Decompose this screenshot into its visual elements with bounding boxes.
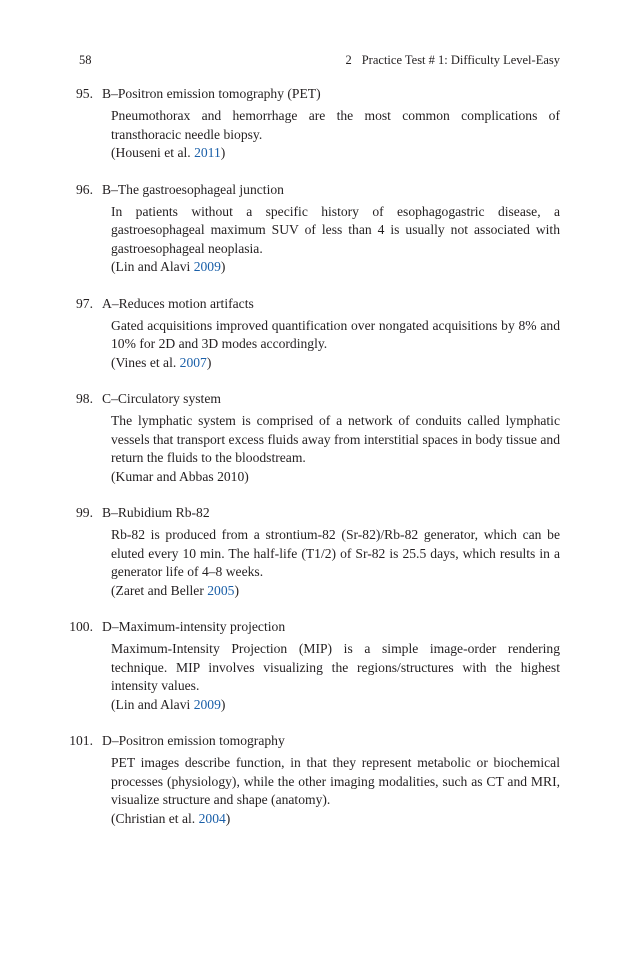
answer-explanation: Pneumothorax and hemorrhage are the most common complications of transthoracic needle biopsy. — [111, 108, 560, 142]
answer-body — [111, 107, 560, 163]
answer-body — [111, 317, 560, 373]
citation — [111, 144, 560, 163]
chapter-number: 2 — [345, 53, 352, 67]
answer-body — [111, 640, 560, 714]
citation-year-link[interactable]: 2009 — [193, 259, 221, 274]
answer-choice: C–Circulatory system — [102, 391, 221, 406]
citation-authors: (Christian et al. — [111, 810, 199, 826]
answer-number: 96. — [76, 181, 93, 197]
citation-authors: (Houseni et al. — [111, 145, 195, 160]
answer-item — [65, 390, 560, 486]
citation-authors: (Lin and Alavi — [111, 696, 194, 712]
citation-year-link[interactable]: 2004 — [198, 810, 226, 826]
answer-explanation: PET images describe function, in that they represent metabolic or biochemical processes (physiology), while the other imaging modalities, such as CT and MRI, visualize structure and shape (anatomy). — [111, 755, 560, 807]
citation — [111, 582, 560, 601]
answer-list — [65, 85, 560, 846]
answer-explanation: Gated acquisitions improved quantification over nongated acquisitions by 8% and 10% for 2D and 3D modes accordingly. — [111, 317, 560, 351]
answer-item — [65, 85, 560, 163]
answer-choice: B–Rubidium Rb-82 — [102, 505, 210, 520]
answer-choice: B–The gastroesophageal junction — [102, 181, 284, 197]
page-header — [79, 51, 560, 69]
page-number: 58 — [79, 53, 92, 67]
citation-close: ) — [234, 582, 239, 598]
citation-close: ) — [206, 354, 212, 370]
answer-item — [65, 732, 560, 828]
answer-body — [111, 412, 560, 486]
citation-year-link[interactable]: 2009 — [193, 696, 221, 712]
citation-close: ) — [220, 696, 226, 712]
answer-body — [111, 754, 560, 828]
answer-number: 99. — [76, 505, 93, 520]
answer-explanation: In patients without a specific history of esophagogastric disease, a gastroesophageal maximum SUV of less than 4 is usually not associated with gastroesophageal neoplasia. — [111, 203, 560, 256]
answer-item — [65, 618, 560, 714]
citation-authors: (Vines et al. — [111, 354, 180, 370]
answer-item — [65, 295, 560, 373]
running-head — [345, 51, 560, 69]
answer-explanation: Rb-82 is produced from a strontium-82 (Sr-82)/Rb-82 generator, which can be eluted every 10 min. The half-life (T1/2) of Sr-82 is 25.5 days, which results in a generator life of 4–8 weeks. — [111, 527, 560, 579]
citation-authors: (Zaret and Beller — [111, 582, 208, 598]
answer-choice: D–Maximum-intensity projection — [102, 619, 286, 634]
answer-number: 95. — [76, 86, 93, 101]
citation — [111, 696, 560, 715]
citation-year-link[interactable]: 2007 — [179, 354, 207, 370]
answer-number: 97. — [76, 295, 93, 311]
citation — [111, 354, 560, 373]
answer-explanation: Maximum-Intensity Projection (MIP) is a simple image-order rendering technique. MIP involves visualizing the regions/structures with the highest intensity values. — [111, 641, 560, 693]
answer-heading — [65, 504, 560, 522]
answer-heading — [65, 295, 560, 313]
citation-authors: (Lin and Alavi — [111, 259, 194, 274]
answer-body — [111, 203, 560, 277]
answer-item — [65, 181, 560, 277]
citation-close: ) — [220, 145, 226, 160]
chapter-title: Practice Test # 1: Difficulty Level-Easy — [361, 53, 560, 67]
answer-body — [111, 526, 560, 600]
answer-item — [65, 504, 560, 600]
citation-year-link[interactable]: 2011 — [194, 145, 221, 160]
answer-heading — [65, 732, 560, 750]
citation-year-link[interactable]: 2005 — [207, 582, 235, 598]
answer-heading — [65, 618, 560, 636]
citation-authors: (Kumar and Abbas 2010) — [111, 468, 249, 484]
answer-number: 98. — [76, 391, 93, 406]
answer-heading — [65, 85, 560, 103]
answer-explanation: The lymphatic system is comprised of a network of conduits called lymphatic vessels that transport excess fluids away from interstitial spaces in body tissue and return the fluids to the bloodstream. — [111, 413, 560, 465]
citation-close: ) — [220, 259, 226, 274]
answer-heading — [65, 181, 560, 199]
answer-number: 100. — [69, 619, 93, 634]
answer-choice: D–Positron emission tomography — [102, 733, 285, 748]
answer-number: 101. — [69, 733, 93, 748]
answer-heading — [65, 390, 560, 408]
citation-close: ) — [225, 810, 231, 826]
answer-choice: A–Reduces motion artifacts — [102, 295, 254, 311]
citation — [111, 258, 560, 277]
citation — [111, 468, 560, 487]
citation — [111, 810, 560, 829]
answer-choice: B–Positron emission tomography (PET) — [102, 86, 321, 101]
